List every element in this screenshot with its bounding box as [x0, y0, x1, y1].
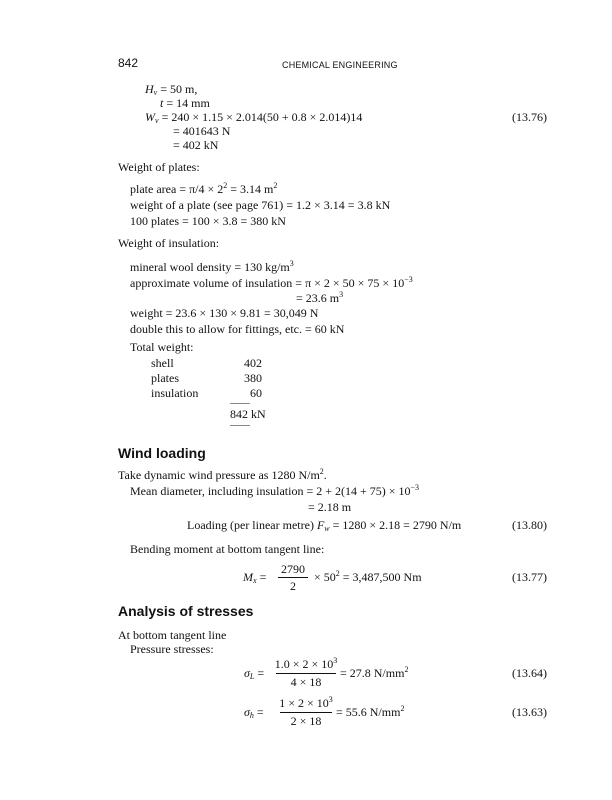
bending-moment-text: Bending moment at bottom tangent line: [130, 542, 325, 556]
sigma-h-fraction-bar [280, 712, 332, 713]
moment-lhs: $M_x$ = [243, 570, 267, 585]
sum-rule-bottom [230, 425, 250, 426]
sigma-l-fraction-bar [276, 673, 336, 674]
volume-result-line: = 23.6 $m^3$ [296, 290, 344, 305]
wv-kn-line: = 402 kN [173, 138, 219, 152]
plates-total-line: 100 plates = 100 × 3.8 = 380 kN [130, 214, 286, 228]
t-line: t = 14 mm [160, 96, 210, 110]
double-line: double this to allow for fittings, etc. = 60 kN [130, 322, 345, 336]
volume-line: approximate volume of insulation = $\pi \times 2 \times 50 \times 75 \times 10^{-3}$ [130, 275, 413, 290]
insulation-heading: Weight of insulation: [118, 236, 220, 250]
sigma-h-denominator: 2 × 18 [290, 714, 322, 728]
table-row-label: plates [151, 371, 179, 385]
wv-line: $W_v = 240 \times 1.15 \times 2.014(50 + 0.8 \times 2.014)14$ [145, 110, 363, 125]
wv-newton-line: = 401643 N [173, 124, 231, 138]
plates-heading: Weight of plates: [118, 160, 200, 174]
running-title: CHEMICAL ENGINEERING [282, 60, 398, 70]
moment-rhs: × $50^2 = 3,487,500$ Nm [314, 569, 422, 584]
eq-number-13-77: (13.77) [512, 570, 547, 584]
table-row-label: shell [151, 356, 174, 370]
density-line: mineral wool density = 130 $kg/m^3$ [130, 259, 294, 274]
total-sum: 842 kN [230, 407, 266, 421]
eq-number-13-76: (13.76) [512, 110, 547, 124]
sigma-l-denominator: 4 × 18 [290, 675, 322, 689]
moment-fraction-bar [278, 577, 308, 578]
sigma-h-result: = 55.6 $N/mm^2$ [336, 704, 405, 719]
table-row-value: 60 [250, 386, 262, 400]
mean-diameter-line: Mean diameter, including insulation = $2 + 2(14 + 75) \times 10^{-3}$ [130, 483, 420, 498]
wind-pressure-line: Take dynamic wind pressure as 1280 $N/m^2$. [118, 467, 327, 482]
eq-number-13-64: (13.64) [512, 666, 547, 680]
pressure-stresses-label: Pressure stresses: [130, 642, 214, 656]
moment-denominator: 2 [290, 579, 296, 593]
section-heading-wind-loading: Wind loading [118, 445, 206, 461]
page-number: 842 [118, 56, 139, 70]
insulation-weight-line: weight = 23.6 × 130 × 9.81 = 30,049 N [130, 306, 319, 320]
hv-line: $H_v = 50$ m, [145, 82, 198, 97]
sigma-h-numerator: $1 \times 2 \times 10^3$ [279, 695, 333, 710]
loading-line: Loading (per linear metre) $F_w = 1280 \times 2.18 = 2790$ N/m [187, 518, 462, 533]
eq-number-13-63: (13.63) [512, 705, 547, 719]
eq-number-13-80: (13.80) [512, 518, 547, 532]
table-row-value: 402 [244, 356, 262, 370]
total-weight-heading: Total weight: [130, 340, 194, 354]
sum-rule-top [230, 403, 250, 404]
sigma-h-lhs: $\sigma_h$ = [244, 705, 264, 720]
sigma-l-numerator: $1.0 \times 2 \times 10^3$ [274, 656, 338, 671]
mean-diameter-result: = 2.18 m [308, 500, 352, 514]
section-heading-analysis-of-stresses: Analysis of stresses [118, 603, 254, 619]
bottom-tangent-line-text: At bottom tangent line [118, 628, 227, 642]
sigma-l-lhs: $\sigma_L$ = [244, 666, 265, 681]
moment-numerator: 2790 [281, 562, 305, 576]
table-row-value: 380 [244, 371, 262, 385]
plate-area-line: plate area = $\pi/4 \times 2^2 = 3.14$ $m^2$ [130, 181, 278, 196]
table-row-label: insulation [151, 386, 199, 400]
sigma-l-result: = 27.8 $N/mm^2$ [340, 665, 409, 680]
plate-weight-line: weight of a plate (see page 761) = 1.2 × 3.14 = 3.8 kN [130, 198, 391, 212]
